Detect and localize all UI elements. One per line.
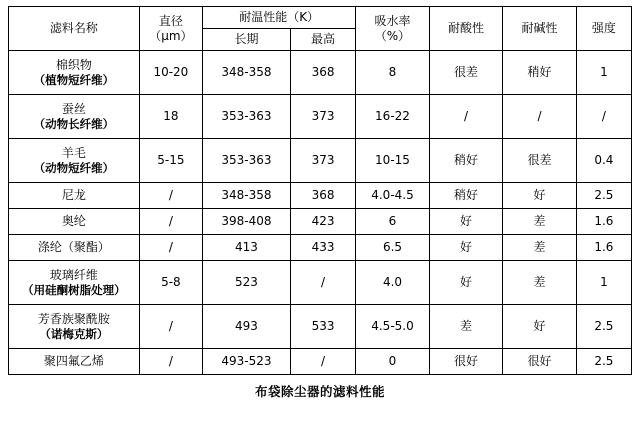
header-cell-diameter [139, 7, 202, 51]
cell-absorption: 6 [356, 209, 430, 235]
table-caption: 布袋除尘器的滤料性能 [254, 384, 385, 399]
material-name-main: 涤纶（聚酯） [37, 240, 110, 254]
cell-diameter: / [139, 209, 202, 235]
cell-strength: 1.6 [576, 235, 631, 261]
material-name-sub: （诺梅克斯） [39, 326, 109, 341]
header-row-1 [9, 7, 632, 29]
material-name-main: 聚四氟乙烯 [43, 354, 104, 368]
material-name-sub: （植物短纤维） [33, 72, 115, 87]
cell-alkali: 差 [503, 261, 577, 305]
cell-strength: 0.4 [576, 139, 631, 183]
cell-acid: 好 [429, 261, 503, 305]
cell-acid: 稍好 [429, 139, 503, 183]
cell-temp-max: 373 [290, 139, 355, 183]
header-cell-absorption [356, 7, 430, 51]
cell-diameter: 5-8 [139, 261, 202, 305]
cell-alkali: 好 [503, 183, 577, 209]
table-row [9, 183, 632, 209]
cell-alkali: / [503, 95, 577, 139]
table-row [9, 349, 632, 375]
material-name-sub: （动物短纤维） [33, 160, 115, 175]
cell-absorption: 0 [356, 349, 430, 375]
cell-temp-long: 348-358 [203, 183, 291, 209]
cell-strength: 1 [576, 261, 631, 305]
header-cell-strength: 强度 [576, 7, 631, 51]
table-body [9, 51, 632, 375]
cell-acid: 差 [429, 305, 503, 349]
cell-temp-long: 493-523 [203, 349, 291, 375]
header-diameter-line2: （μm） [149, 28, 193, 43]
cell-material-name [9, 235, 140, 261]
cell-strength: / [576, 95, 631, 139]
header-absorption-line1: 吸水率 [374, 13, 411, 28]
cell-diameter: 10-20 [139, 51, 202, 95]
cell-alkali: 很好 [503, 349, 577, 375]
cell-absorption: 4.0 [356, 261, 430, 305]
cell-absorption: 8 [356, 51, 430, 95]
cell-material-name [9, 51, 140, 95]
cell-acid: 很差 [429, 51, 503, 95]
table-row [9, 209, 632, 235]
material-name-main: 尼龙 [61, 188, 86, 202]
cell-diameter: / [139, 183, 202, 209]
cell-strength: 2.5 [576, 305, 631, 349]
cell-alkali: 稍好 [503, 51, 577, 95]
cell-temp-max: 533 [290, 305, 355, 349]
table-header [9, 7, 632, 51]
cell-material-name [9, 139, 140, 183]
material-name-main: 羊毛 [61, 145, 86, 160]
cell-material-name [9, 183, 140, 209]
header-diameter-line1: 直径 [158, 13, 183, 28]
table-row [9, 139, 632, 183]
cell-temp-long: 353-363 [203, 139, 291, 183]
filter-material-table [8, 6, 632, 375]
material-name-sub: （动物长纤维） [33, 116, 115, 131]
cell-diameter: / [139, 235, 202, 261]
cell-acid: 很好 [429, 349, 503, 375]
cell-temp-max: 373 [290, 95, 355, 139]
cell-alkali: 差 [503, 209, 577, 235]
cell-strength: 1.6 [576, 209, 631, 235]
cell-temp-max: / [290, 261, 355, 305]
header-cell-temperature-group: 耐温性能（K） [203, 7, 356, 29]
cell-material-name [9, 261, 140, 305]
table-row [9, 261, 632, 305]
cell-absorption: 4.0-4.5 [356, 183, 430, 209]
header-cell-alkali: 耐碱性 [503, 7, 577, 51]
cell-diameter: / [139, 305, 202, 349]
cell-absorption: 4.5-5.0 [356, 305, 430, 349]
cell-acid: 好 [429, 209, 503, 235]
cell-material-name [9, 305, 140, 349]
cell-temp-long: 523 [203, 261, 291, 305]
material-name-sub: （用硅酮树脂处理） [22, 282, 126, 297]
cell-strength: 1 [576, 51, 631, 95]
cell-acid: / [429, 95, 503, 139]
header-cell-temp-max: 最高 [290, 29, 355, 51]
material-name-main: 奥纶 [61, 214, 86, 228]
cell-absorption: 16-22 [356, 95, 430, 139]
cell-material-name [9, 209, 140, 235]
header-cell-name: 滤料名称 [9, 7, 140, 51]
cell-material-name [9, 349, 140, 375]
table-row [9, 305, 632, 349]
cell-alkali: 差 [503, 235, 577, 261]
cell-temp-long: 398-408 [203, 209, 291, 235]
material-name-main: 玻璃纤维 [49, 267, 98, 282]
table-row [9, 95, 632, 139]
cell-diameter: / [139, 349, 202, 375]
table-row [9, 235, 632, 261]
cell-temp-long: 413 [203, 235, 291, 261]
cell-alkali: 很差 [503, 139, 577, 183]
header-absorption-line2: （%） [374, 28, 411, 43]
cell-temp-max: 433 [290, 235, 355, 261]
cell-absorption: 10-15 [356, 139, 430, 183]
cell-material-name [9, 95, 140, 139]
cell-temp-max: 423 [290, 209, 355, 235]
cell-temp-long: 353-363 [203, 95, 291, 139]
material-name-main: 蚕丝 [61, 101, 86, 116]
material-name-main: 棉织物 [55, 57, 92, 72]
cell-temp-long: 348-358 [203, 51, 291, 95]
cell-strength: 2.5 [576, 183, 631, 209]
table-row [9, 51, 632, 95]
cell-temp-max: 368 [290, 183, 355, 209]
cell-temp-max: 368 [290, 51, 355, 95]
material-name-main: 芳香族聚酰胺 [37, 311, 110, 326]
cell-acid: 好 [429, 235, 503, 261]
header-cell-acid: 耐酸性 [429, 7, 503, 51]
cell-temp-max: / [290, 349, 355, 375]
cell-alkali: 好 [503, 305, 577, 349]
cell-diameter: 18 [139, 95, 202, 139]
header-cell-temp-long: 长期 [203, 29, 291, 51]
cell-diameter: 5-15 [139, 139, 202, 183]
cell-absorption: 6.5 [356, 235, 430, 261]
cell-strength: 2.5 [576, 349, 631, 375]
cell-temp-long: 493 [203, 305, 291, 349]
cell-acid: 稍好 [429, 183, 503, 209]
